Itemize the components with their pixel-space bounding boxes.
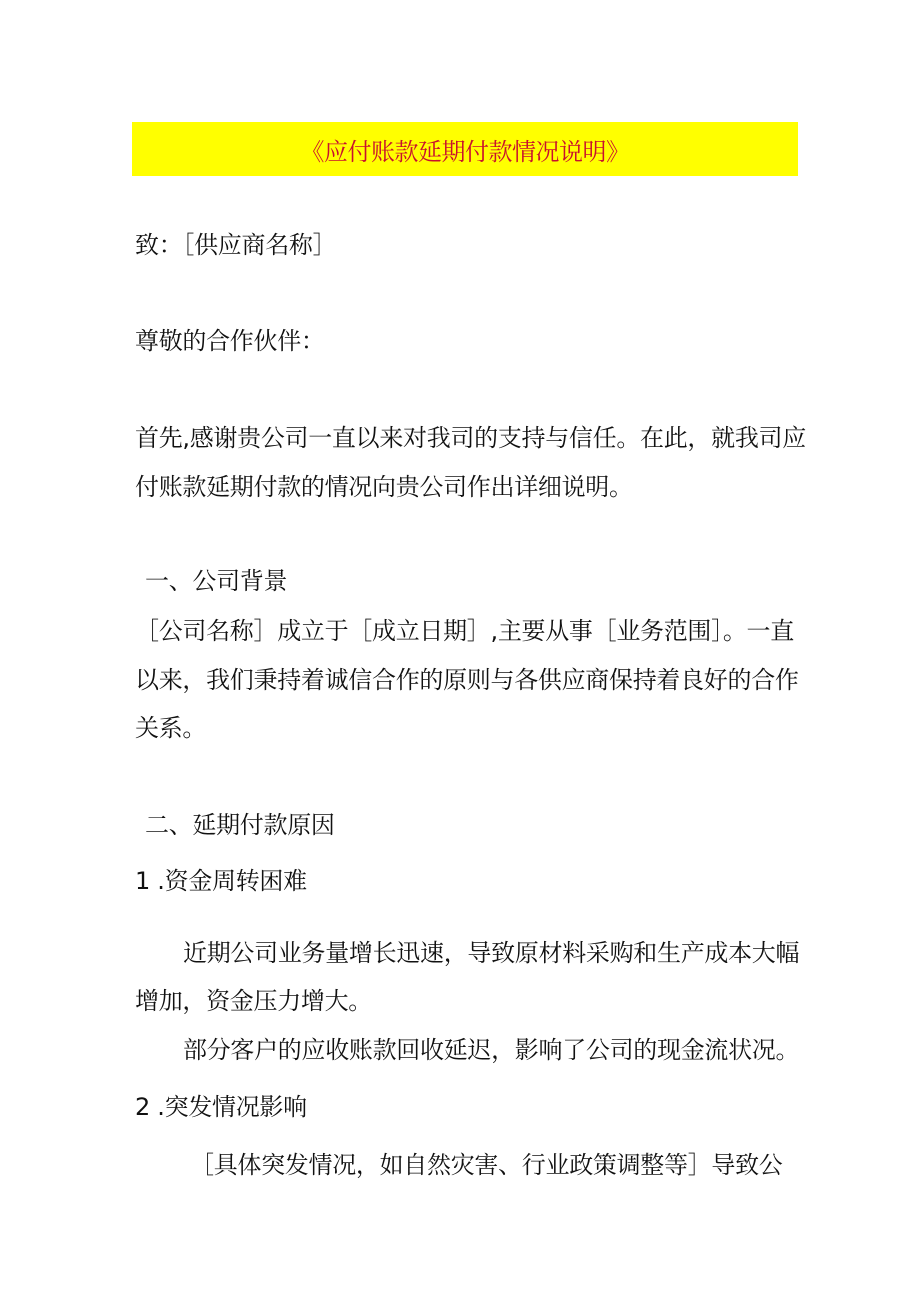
subsection2-heading: 2 .突发情况影响 [135,1093,307,1121]
section2-heading: 二、延期付款原因 [145,811,335,839]
title-banner [132,122,798,176]
document-title: 《应付账款延期付款情况说明》 [300,137,630,166]
subsection1-para2: 部分客户的应收账款回收延迟，影响了公司的现金流状况。 [183,1036,800,1064]
section1-line-2: 以来，我们秉持着诚信合作的原则与各供应商保持着良好的合作 [135,666,799,694]
subsection2-line-1: ［具体突发情况，如自然灾害、行业政策调整等］导致公 [190,1151,783,1179]
intro-line-1: 首先,感谢贵公司一直以来对我司的支持与信任。在此，就我司应 [135,424,806,452]
section1-heading: 一、公司背景 [145,567,288,595]
subsection1-para1-line-1: 近期公司业务量增长迅速，导致原材料采购和生产成本大幅 [183,939,800,967]
section1-line-3: 关系。 [135,714,207,742]
subsection1-heading: 1 .资金周转困难 [135,867,307,895]
section1-line-1: ［公司名称］成立于［成立日期］,主要从事［业务范围］。一直 [135,617,794,645]
recipient-line: 致：［供应商名称］ [135,231,337,259]
intro-line-2: 付账款延期付款的情况向贵公司作出详细说明。 [135,473,633,501]
subsection1-para1-line-2: 增加，资金压力增大。 [135,987,372,1015]
salutation: 尊敬的合作伙伴： [135,327,325,355]
